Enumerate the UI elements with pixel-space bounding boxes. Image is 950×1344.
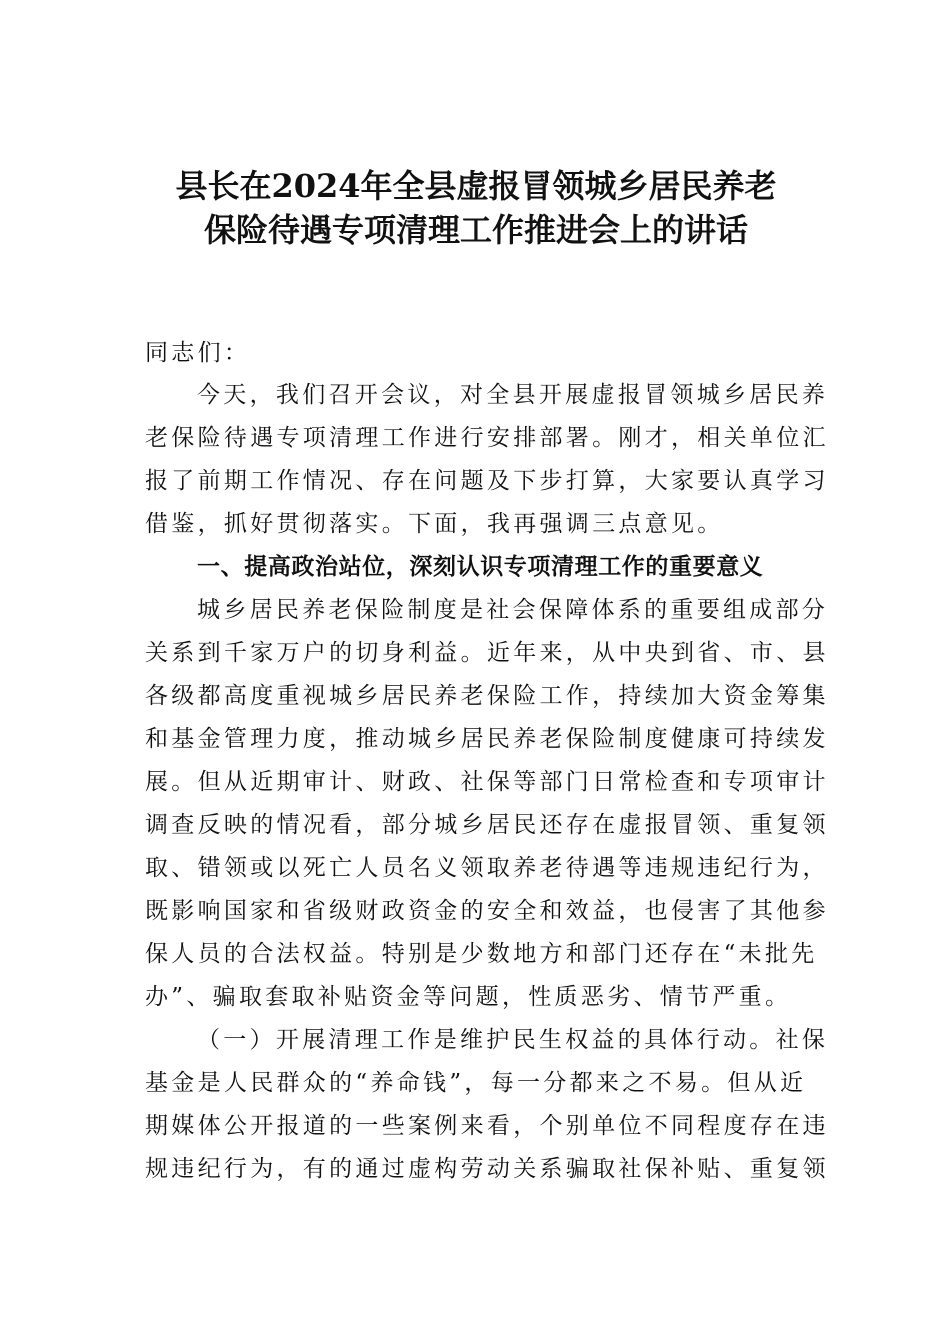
salutation: 同志们： (145, 340, 251, 366)
body-line: 报了前期工作情况、存在问题及下步打算，大家要认真学习 (145, 468, 829, 494)
body-line: 办”、骗取套取补贴资金等问题，性质恶劣、情节严重。 (145, 984, 792, 1010)
body-line: 老保险待遇专项清理工作进行安排部署。刚才，相关单位汇 (145, 425, 829, 451)
body-line: 关系到千家万户的切身利益。近年来，从中央到省、市、县 (145, 640, 829, 666)
body-line: 今天，我们召开会议，对全县开展虚报冒领城乡居民养 (197, 382, 829, 408)
body-line: 和基金管理力度，推动城乡居民养老保险制度健康可持续发 (145, 726, 829, 752)
body-line: 期媒体公开报道的一些案例来看，个别单位不同程度存在违 (145, 1113, 829, 1139)
body-line: 各级都高度重视城乡居民养老保险工作，持续加大资金筹集 (145, 683, 829, 709)
document-title-line-2: 保险待遇专项清理工作推进会上的讲话 (203, 211, 748, 249)
body-line: （一）开展清理工作是维护民生权益的具体行动。社保 (197, 1027, 829, 1053)
body-line: 取、错领或以死亡人员名义领取养老待遇等违规违纪行为， (145, 855, 829, 881)
document-title-line-1: 县长在2024年全县虚报冒领城乡居民养老 (175, 167, 777, 205)
body-line: 借鉴，抓好贯彻落实。下面，我再强调三点意见。 (145, 511, 724, 537)
body-line: 调查反映的情况看，部分城乡居民还存在虚报冒领、重复领 (145, 812, 829, 838)
body-line: 既影响国家和省级财政资金的安全和效益，也侵害了其他参 (145, 898, 829, 924)
body-line: 基金是人民群众的“养命钱”，每一分都来之不易。但从近 (145, 1070, 807, 1096)
document-page (145, 0, 829, 1344)
body-line: 展。但从近期审计、财政、社保等部门日常检查和专项审计 (145, 769, 829, 795)
body-line: 城乡居民养老保险制度是社会保障体系的重要组成部分 (197, 597, 829, 623)
body-line: 规违纪行为，有的通过虚构劳动关系骗取社保补贴、重复领 (145, 1156, 829, 1182)
body-line: 保人员的合法权益。特别是少数地方和部门还存在“未批先 (145, 941, 818, 967)
section-heading-1: 一、提高政治站位，深刻认识专项清理工作的重要意义 (197, 554, 764, 580)
